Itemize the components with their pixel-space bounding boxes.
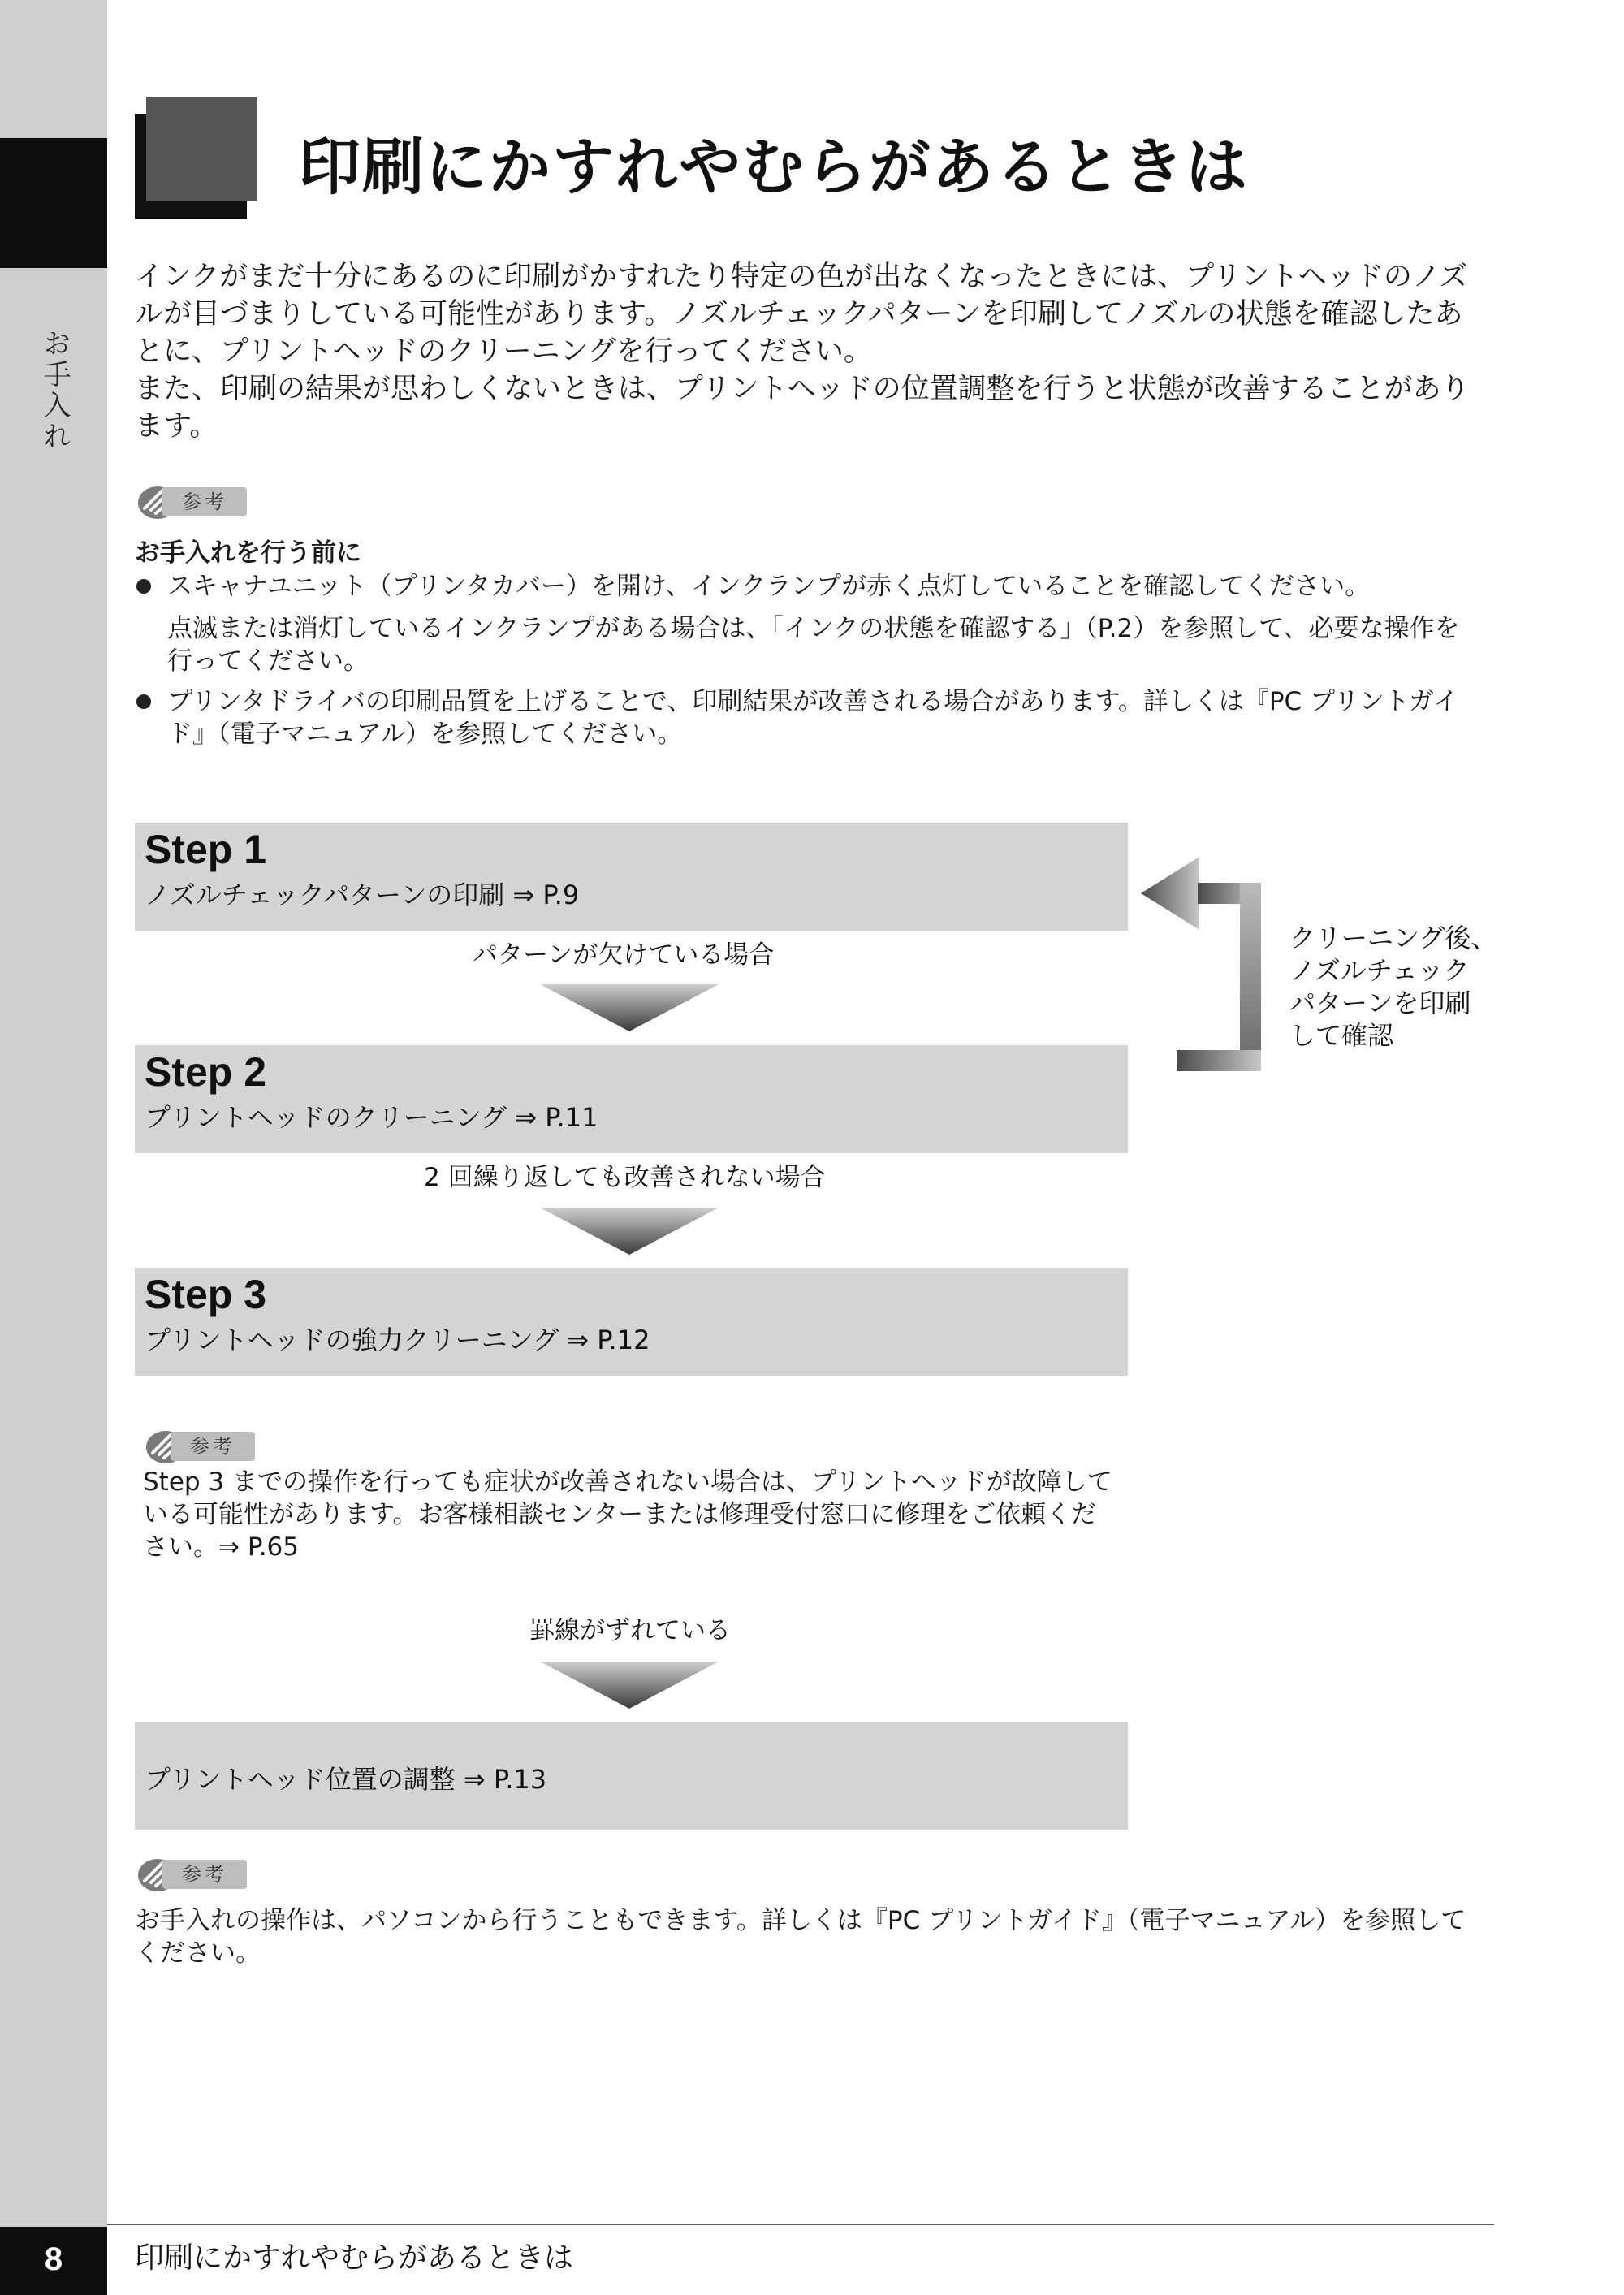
loop-note-line: ノズルチェック: [1289, 955, 1470, 986]
section-tab-label: お手入れ: [38, 329, 71, 452]
sidebar-section-marker: [0, 138, 107, 268]
down-arrow-icon: [540, 984, 719, 1031]
down-arrow-icon: [540, 1662, 719, 1709]
loop-note-line: パターンを印刷: [1289, 988, 1471, 1018]
list-item-text: プリンタドライバの印刷品質を上げることで、印刷結果が改善される場合があります。詳しくは『PC プリントガイド』（電子マニュアル）を参照してください。: [167, 687, 1458, 749]
final-note-text: お手入れの操作は、パソコンから行うこともできます。詳しくは『PC プリントガイド』（電子マニュアル）を参照してください。: [135, 1906, 1466, 1968]
reference-label: 参考: [162, 1860, 247, 1889]
step-2-description: プリントヘッドのクリーニング ⇒ P.11: [145, 1102, 598, 1133]
list-item: [135, 570, 1483, 677]
bullet-icon: [136, 694, 151, 709]
step-1-description: ノズルチェックパターンの印刷 ⇒ P.9: [145, 880, 580, 910]
loop-note: [1289, 922, 1497, 1052]
footer-divider: [107, 2224, 1494, 2225]
step-2-box: [135, 1045, 1128, 1153]
loop-back-arrow-icon: [1141, 857, 1271, 1084]
down-arrow-icon: [540, 1208, 719, 1255]
step-1-title: Step 1: [145, 827, 267, 872]
reference-label: 参考: [162, 487, 247, 516]
step-2-title: Step 2: [145, 1049, 267, 1095]
intro-paragraph-2: また、印刷の結果が思わしくないときは、プリントヘッドの位置調整を行うと状態が改善することがあります。: [135, 373, 1470, 443]
step3-note-text: Step 3 までの操作を行っても症状が改善されない場合は、プリントヘッドが故障している可能性があります。お客様相談センターまたは修理受付窓口に修理をご依頼ください。⇒ P.65: [143, 1467, 1112, 1562]
list-item: [135, 685, 1483, 750]
condition-label-not-improved: 2 回繰り返しても改善されない場合: [424, 1163, 826, 1192]
reference-badge: [143, 1425, 257, 1466]
intro-text: [135, 258, 1491, 445]
step-3-description: プリントヘッドの強力クリーニング ⇒ P.12: [145, 1325, 650, 1355]
condition-label-ruled-line: 罫線がずれている: [529, 1616, 731, 1645]
intro-paragraph-1: インクがまだ十分にあるのに印刷がかすれたり特定の色が出なくなったときには、プリントヘッドのノズルが目づまりしている可能性があります。ノズルチェックパターンを印刷してノズルの状態を確認したあとに、プリントヘッドのクリーニングを行ってください。: [135, 261, 1468, 368]
title-square-icon: [146, 97, 257, 201]
list-item-subtext: 点滅または消灯しているインクランプがある場合は、「インクの状態を確認する」（P.2）を参照して、必要な操作を行ってください。: [167, 614, 1460, 676]
bullet-icon: [136, 579, 151, 594]
note-heading: お手入れを行う前に: [135, 538, 361, 568]
step-3-box: [135, 1268, 1128, 1376]
loop-note-line: して確認: [1289, 1020, 1394, 1051]
alignment-step-box: [135, 1722, 1128, 1830]
step-3-title: Step 3: [145, 1272, 267, 1317]
reference-label: 参考: [171, 1432, 255, 1461]
reference-badge: [135, 481, 248, 521]
note-list: [135, 570, 1483, 759]
step-1-box: [135, 823, 1128, 931]
footer-title: 印刷にかすれやむらがあるときは: [135, 2241, 574, 2275]
condition-label-pattern-missing: パターンが欠けている場合: [473, 940, 775, 970]
list-item-text: スキャナユニット（プリンタカバー）を開け、インクランプが赤く点灯していることを確認してください。: [167, 572, 1371, 601]
page-title: 印刷にかすれやむらがあるときは: [299, 131, 1249, 203]
page-number: 8: [0, 2227, 107, 2295]
loop-note-line: クリーニング後、: [1289, 923, 1497, 953]
reference-badge: [135, 1853, 248, 1894]
alignment-step-description: プリントヘッド位置の調整 ⇒ P.13: [145, 1764, 547, 1795]
